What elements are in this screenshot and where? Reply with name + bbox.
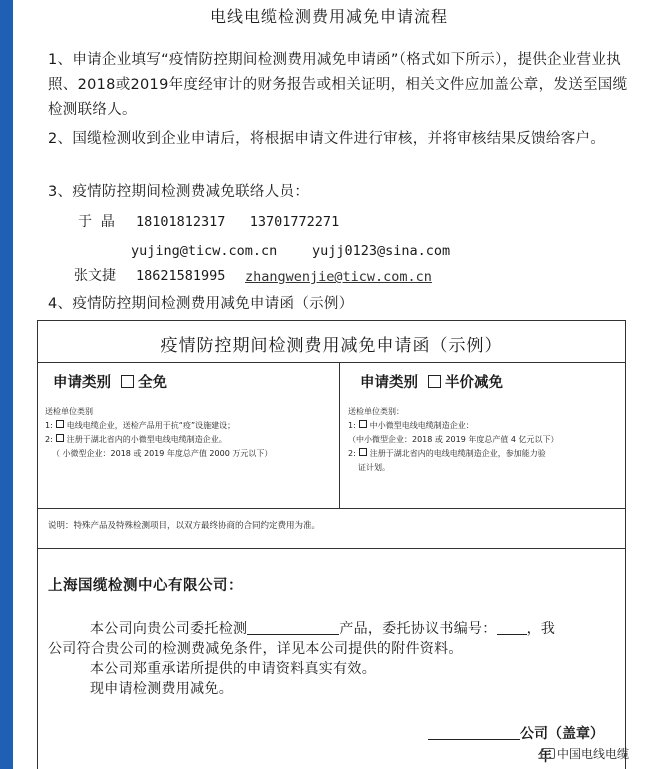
contact-email-1[interactable]: yujing@ticw.com.cn bbox=[131, 243, 278, 259]
step-3: 3、疫情防控期间检测费减免联络人员： bbox=[48, 184, 310, 200]
step-4: 4、疫情防控期间检测费用减免申请函（示例） bbox=[48, 296, 354, 312]
left-item-2-note: （ 小微型企业：2018 或 2019 年度总产值 2000 万元以下） bbox=[52, 449, 273, 458]
form-divider bbox=[38, 362, 625, 363]
application-form bbox=[37, 320, 626, 769]
body-line-1: 本公司向贵公司委托检测 产品，委托协议书编号： ，我 bbox=[90, 621, 556, 637]
form-column-divider bbox=[339, 362, 340, 508]
signature-line: 公司（盖章） bbox=[428, 723, 604, 743]
company-name-blank[interactable] bbox=[428, 739, 520, 740]
form-note: 说明：特殊产品及特殊检测项目，以双方最终协商的合同约定费用为准。 bbox=[48, 521, 321, 531]
right-item-1-note: （中小微型企业：2018 或 2019 年度总产值 4 亿元以下） bbox=[348, 435, 559, 444]
contact-phones-1: 18101812317 13701772271 bbox=[136, 214, 340, 230]
body-line-4: 现申请检测费用减免。 bbox=[90, 681, 233, 697]
wechat-icon bbox=[541, 748, 555, 759]
body-line-3: 本公司郑重承诺所提供的申请资料真实有效。 bbox=[90, 661, 376, 677]
agreement-number-blank[interactable] bbox=[497, 634, 527, 635]
half-waiver-checkbox[interactable] bbox=[428, 375, 441, 388]
left-item-2: 2: 注册于湖北省内的小微型电线电缆制造企业。 bbox=[45, 435, 227, 444]
year-label: 年 bbox=[538, 749, 552, 765]
form-divider bbox=[38, 508, 625, 509]
contact-phone-2: 18621581995 bbox=[136, 268, 226, 284]
right-item-1-checkbox[interactable] bbox=[359, 420, 367, 428]
body-line-2: 公司符合贵公司的检测费减免条件，详见本公司提供的附件资料。 bbox=[48, 641, 463, 657]
right-item-1: 1: 中小微型电线电缆制造企业： bbox=[348, 421, 474, 430]
page-title: 电线电缆检测费用减免申请流程 bbox=[209, 7, 448, 26]
right-unit-heading: 送检单位类别： bbox=[348, 407, 404, 416]
form-divider bbox=[38, 548, 625, 549]
product-blank[interactable] bbox=[247, 634, 339, 635]
left-item-1: 1: 电线电缆企业，送检产品用于抗“疫”设施建设； bbox=[45, 421, 236, 430]
full-waiver-checkbox[interactable] bbox=[121, 375, 134, 388]
left-item-2-checkbox[interactable] bbox=[56, 434, 64, 442]
contact-name-2: 张文捷 bbox=[74, 268, 116, 284]
right-item-2-cont: 证计划。 bbox=[358, 463, 390, 472]
left-category: 申请类别 全免 bbox=[53, 375, 167, 391]
contact-email-2[interactable]: yujj0123@sina.com bbox=[312, 243, 451, 259]
addressee-company: 上海国缆检测中心有限公司： bbox=[48, 578, 243, 594]
contact-name-1: 于 晶 bbox=[78, 214, 115, 230]
right-item-2: 2: 注册于湖北省内的电线电缆制造企业，参加能力验 bbox=[348, 449, 546, 458]
left-accent-bar bbox=[0, 0, 13, 769]
left-unit-heading: 送检单位类别 bbox=[45, 407, 93, 416]
step-2: 2、国缆检测收到企业申请后，将根据申请文件进行审核，并将审核结果反馈给客户。 bbox=[48, 131, 606, 147]
right-item-2-checkbox[interactable] bbox=[359, 448, 367, 456]
step-1: 1、申请企业填写“疫情防控期间检测费用减免申请函”（格式如下所示），提供企业营业执照、2018或2019年度经审计的财务报告或相关证明，相关文件应加盖公章，发送至国缆检测联络人。 bbox=[48, 52, 628, 118]
form-title: 疫情防控期间检测费用减免申请函（示例） bbox=[160, 336, 503, 356]
right-category: 申请类别 半价减免 bbox=[360, 375, 503, 391]
left-item-1-checkbox[interactable] bbox=[56, 420, 64, 428]
contact-email-3[interactable]: zhangwenjie@ticw.com.cn bbox=[245, 269, 432, 285]
watermark: 中国电线电缆 bbox=[541, 745, 629, 762]
